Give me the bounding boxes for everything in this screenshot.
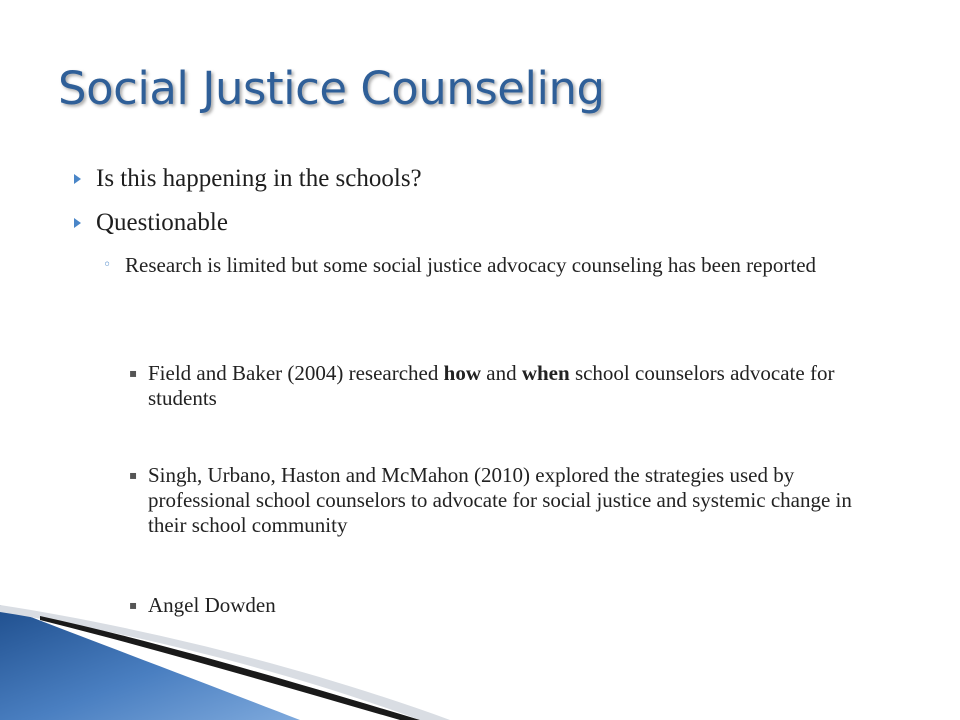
item-field-baker: [129, 361, 888, 411]
item-dowden: [129, 593, 888, 618]
bullet-happening: [96, 164, 422, 194]
emphasis-when: when: [521, 361, 570, 385]
arrow-bullet-icon: [74, 218, 81, 228]
arrow-bullet-icon: [74, 174, 81, 184]
dot-bullet-icon: ▪: [129, 468, 138, 482]
item-dowden-text: Angel Dowden: [148, 593, 276, 617]
dot-bullet-icon: ▪: [129, 366, 138, 380]
sub-bullet-research-text: Research is limited but some social justice advocacy counseling has been reported: [125, 253, 817, 277]
bullet-questionable-text: Questionable: [96, 209, 228, 236]
item-field-text: Field and Baker (2004) researched how and when school counselors advocate for students: [148, 361, 835, 410]
item-singh: [129, 463, 888, 538]
bullet-happening-text: Is this happening in the schools?: [96, 165, 422, 192]
item-singh-text: Singh, Urbano, Haston and McMahon (2010) explored the strategies used by professional school counselors to advocate for social justice and systemic change in their school community: [148, 463, 852, 537]
ring-bullet-icon: ◦: [103, 257, 112, 273]
emphasis-how: how: [443, 361, 481, 385]
sub-bullet-research: [103, 253, 825, 278]
bullet-questionable: [96, 208, 228, 238]
dot-bullet-icon: ▪: [129, 598, 138, 612]
slide-title: Social Justice Counseling: [58, 62, 605, 115]
